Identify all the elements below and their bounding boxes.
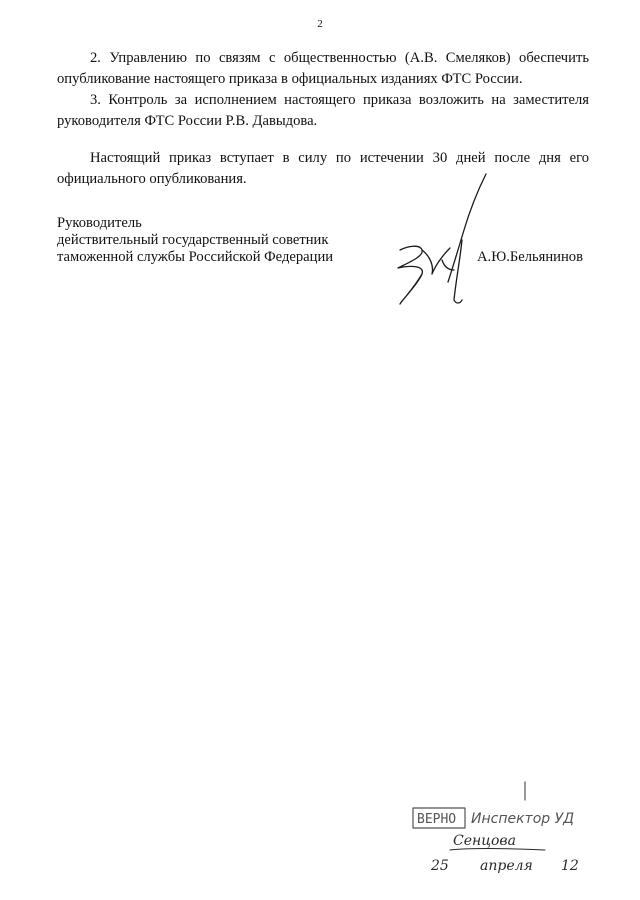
order-body <box>57 48 589 190</box>
position-line-1: Руководитель <box>57 215 142 231</box>
paragraph-2: 2. Управлению по связям с общественностью (А.В. Смеляков) обеспечить опубликование настоящего приказа в официальных изданиях ФТС России. <box>57 50 589 87</box>
position-line-3: таможенной службы Российской Федерации <box>57 249 334 265</box>
handwritten-signature <box>370 170 500 320</box>
paragraph-3: 3. Контроль за исполнением настоящего приказа возложить на заместителя руководителя ФТС России Р.В. Давыдова. <box>57 92 589 129</box>
stamp-date-day: 25 <box>431 858 449 874</box>
paragraph-effective-date: Настоящий приказ вступает в силу по истечении 30 дней после дня его официального опубликования. <box>57 150 589 187</box>
stamp-inspector-signature: Сенцова <box>453 833 516 849</box>
stamp-verno-text: ВЕРНО <box>417 812 457 827</box>
stamp-date-month: апреля <box>480 858 533 874</box>
signatory-position <box>57 215 333 266</box>
stamp-inspector-title: Инспектор УД <box>471 811 575 827</box>
stamp-date-year: 12 <box>561 858 579 874</box>
position-line-2: действительный государственный советник <box>57 232 329 248</box>
signer-name: А.Ю.Бельянинов <box>477 249 583 265</box>
certification-stamp <box>395 780 605 875</box>
page-number: 2 <box>317 18 323 30</box>
